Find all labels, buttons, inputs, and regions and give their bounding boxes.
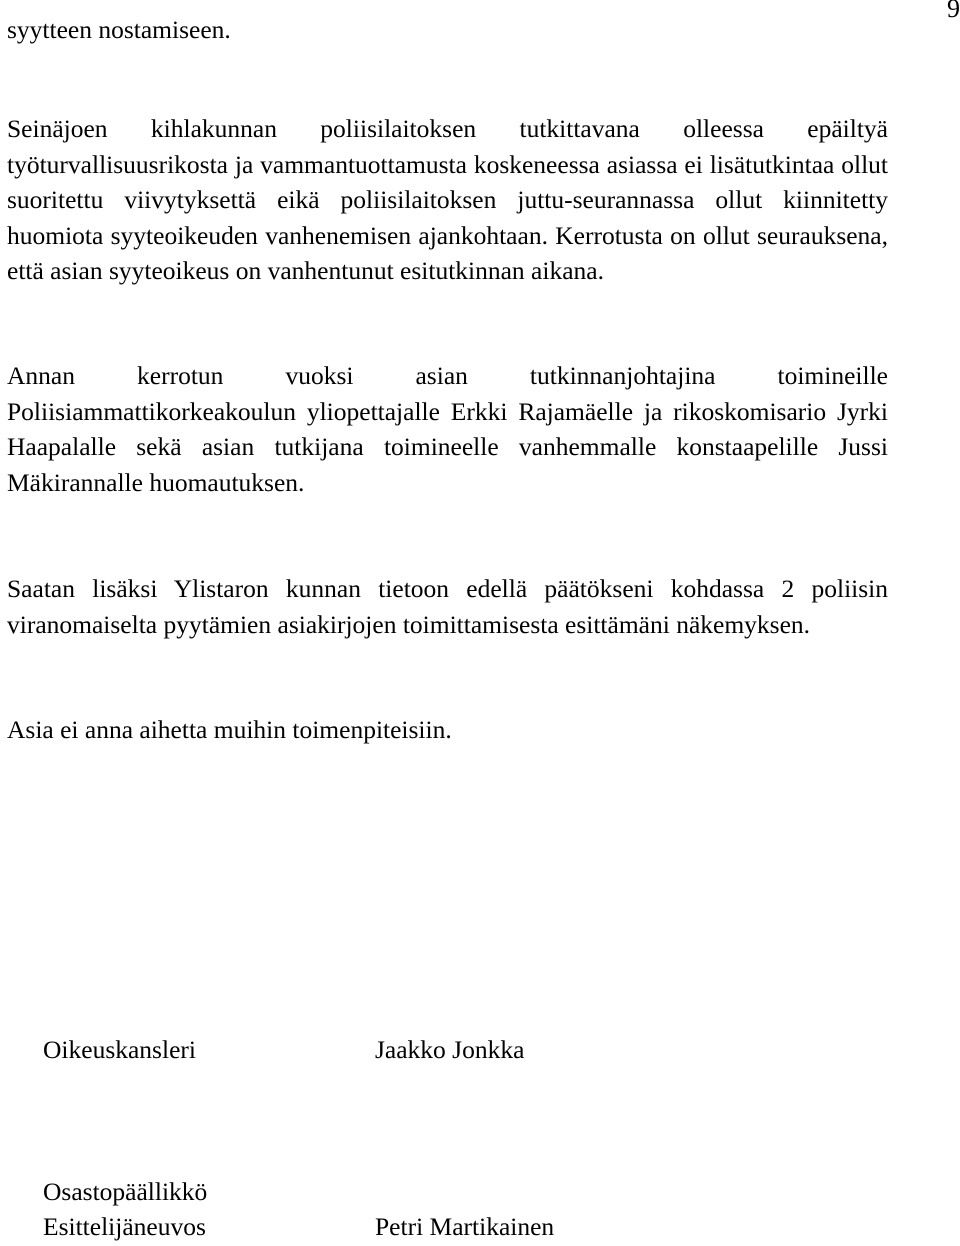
- paragraph-remark: Annan kerrotun vuoksi asian tutkinnanjohtajina toimineille Poliisiammattikorkeakoulun yliopettajalle Erkki Rajamäelle ja rikoskomisario Jyrki Haapalalle sekä asian tutkijana toimineelle vanhemmalle konstaapelille Jussi Mäkirannalle huomautuksen.: [7, 361, 888, 497]
- page-number: 9: [947, 0, 960, 23]
- paragraph-continuation: syytteen nostamiseen.: [7, 15, 231, 44]
- paragraph-no-further-action: Asia ei anna aihetta muihin toimenpiteisiin.: [7, 715, 452, 744]
- signature-referendary-name: Petri Martikainen: [375, 1212, 555, 1241]
- signature-head-title: Osastopäällikkö: [43, 1177, 208, 1206]
- signature-chancellor-name: Jaakko Jonkka: [375, 1035, 525, 1064]
- paragraph-investigation-delay: Seinäjoen kihlakunnan poliisilaitoksen tutkittavana olleessa epäiltyä työturvallisuusrikosta ja vammantuottamusta koskeneessa asiassa ei lisätutkintaa ollut suoritettu viivytyksettä eikä poliisilaitoksen juttu-seurannassa ollut kiinnitetty huomiota syyteoikeuden vanhenemisen ajankohtaan. Kerrotusta on ollut seurauksena, että asian syyteoikeus on vanhentunut esitutkinnan aikana.: [7, 114, 888, 285]
- signature-chancellor-title: Oikeuskansleri: [43, 1035, 196, 1064]
- signature-referendary-title: Esittelijäneuvos: [43, 1212, 206, 1241]
- paragraph-municipality-notice: Saatan lisäksi Ylistaron kunnan tietoon edellä päätökseni kohdassa 2 poliisin viranomaiselta pyytämien asiakirjojen toimittamisesta esittämäni näkemyksen.: [7, 574, 888, 639]
